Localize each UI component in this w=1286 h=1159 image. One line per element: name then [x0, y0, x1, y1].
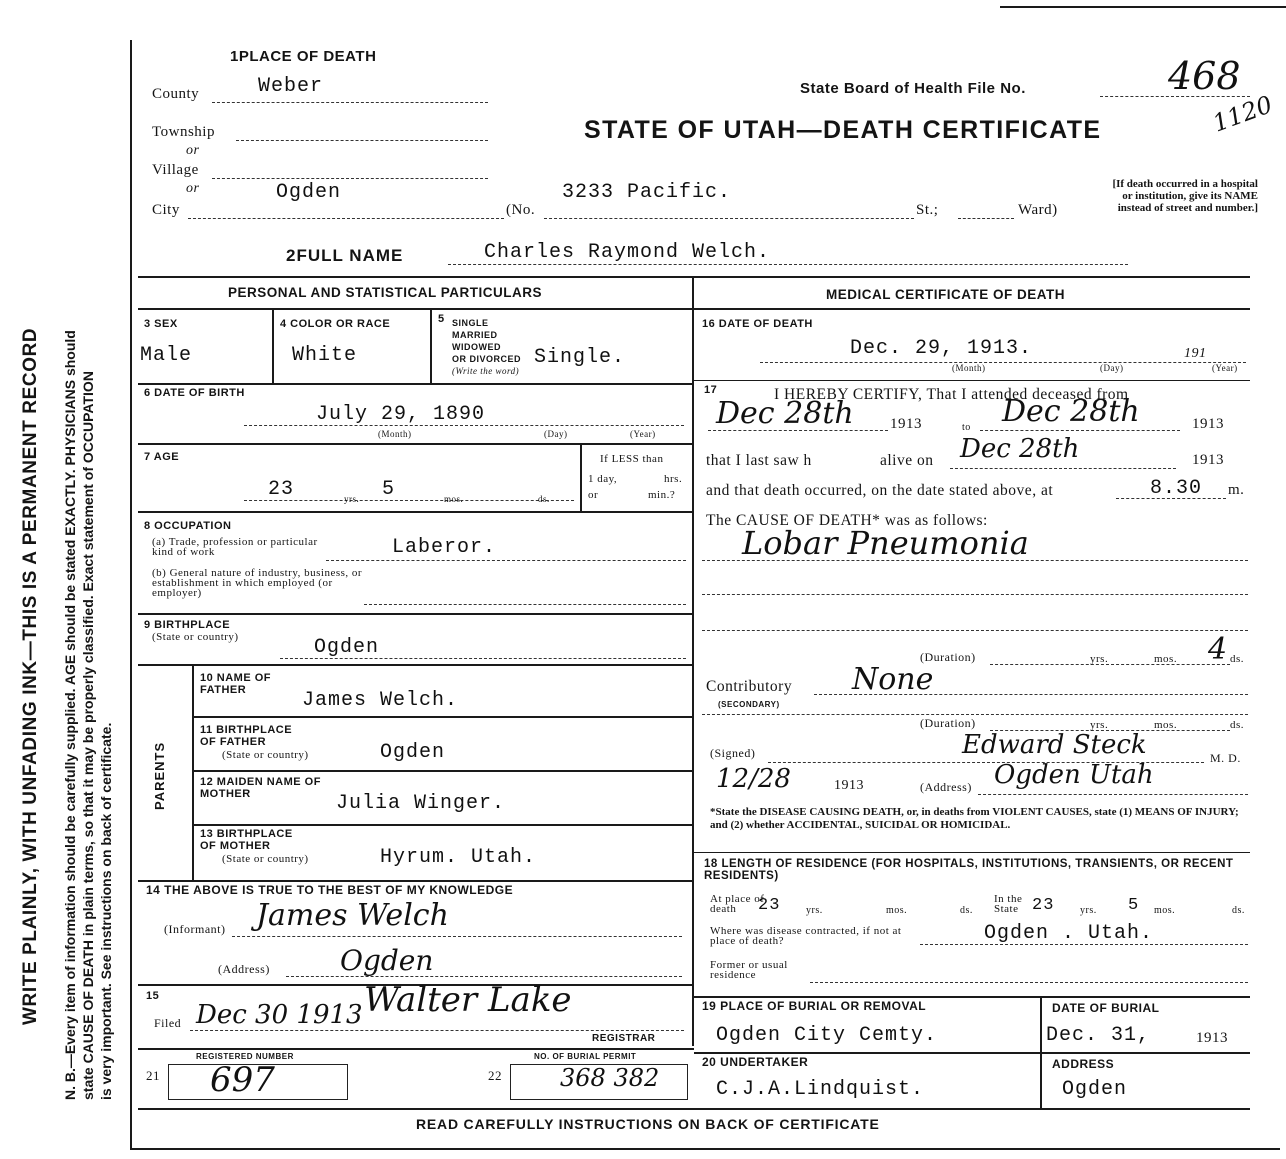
age-yrs-label: yrs.	[344, 494, 360, 504]
duration-mos-label: mos.	[1154, 653, 1178, 665]
duration-label-2: (Duration)	[920, 716, 976, 730]
section-top-rule	[138, 276, 1250, 278]
father-birthplace-value: Ogden	[380, 741, 446, 764]
dob-label: 6 DATE OF BIRTH	[144, 387, 245, 399]
county-value: Weber	[258, 75, 324, 98]
hrs-label: hrs.	[664, 473, 683, 485]
signed-label: (Signed)	[710, 746, 756, 760]
cause-line-1	[702, 560, 1248, 561]
father-birthplace-sub: (State or country)	[222, 749, 309, 761]
place-of-death-label: 1PLACE OF DEATH	[230, 48, 377, 65]
sex-value: Male	[140, 344, 193, 367]
knowledge-label: 14 THE ABOVE IS TRUE TO THE BEST OF MY KNOWLEDGE	[146, 883, 514, 897]
or-label-1: or	[186, 143, 200, 158]
at-place-ds-label: ds.	[960, 905, 973, 916]
city-value: Ogden	[276, 181, 342, 204]
county-line	[212, 102, 488, 103]
duration-yrs-label: yrs.	[1090, 653, 1109, 665]
last-saw-text: that I last saw h	[706, 452, 812, 469]
hospital-note: [If death occurred in a hospital or institution, give its NAME instead of street and number.]	[1112, 178, 1258, 214]
m-label: m.	[1228, 482, 1245, 498]
physician-signature: Edward Steck	[962, 730, 1147, 760]
contributory-value: None	[852, 662, 934, 697]
if-less-than-label: If LESS than	[600, 453, 664, 465]
filed-date: Dec 30 1913	[196, 1000, 363, 1030]
burial-divider	[1040, 996, 1042, 1108]
in-state-yrs-label: yrs.	[1080, 905, 1097, 916]
registrar-signature: Walter Lake	[364, 980, 572, 1020]
duration-yrs-label-2: yrs.	[1090, 719, 1109, 731]
row-rule-2	[138, 443, 694, 445]
personal-header-rule	[138, 308, 694, 310]
file-number-value: 468	[1168, 54, 1241, 98]
full-name-value: Charles Raymond Welch.	[484, 241, 771, 264]
birthplace-value: Ogden	[314, 636, 380, 659]
row-rule-4	[138, 613, 694, 615]
duration-mos-label-2: mos.	[1154, 719, 1178, 731]
full-name-line	[448, 264, 1128, 265]
burial-place-label: 19 PLACE OF BURIAL OR REMOVAL	[702, 999, 927, 1013]
ward-label: Ward)	[1018, 202, 1058, 218]
duration-ds-label: ds.	[1230, 653, 1245, 665]
filed-label: Filed	[154, 1016, 182, 1030]
street-value: 3233 Pacific.	[562, 181, 732, 204]
informant-line	[232, 936, 682, 937]
father-name-value: James Welch.	[302, 689, 459, 712]
undertaker-address-label: ADDRESS	[1052, 1057, 1115, 1071]
medical-section-title: MEDICAL CERTIFICATE OF DEATH	[826, 287, 1065, 302]
marital-widowed: WIDOWED	[452, 342, 501, 352]
father-name-label: 10 NAME OF FATHER	[200, 672, 272, 696]
parent-rule-4	[138, 880, 694, 882]
street-line	[544, 218, 914, 219]
marital-married: MARRIED	[452, 330, 498, 340]
in-state-months: 5	[1128, 896, 1140, 915]
informant-label: (Informant)	[164, 922, 226, 936]
township-line	[236, 140, 488, 141]
date-of-death-line	[760, 362, 1246, 363]
full-name-label: 2FULL NAME	[286, 246, 404, 265]
registered-number-prefix: 21	[146, 1068, 160, 1083]
in-state-ds-label: ds.	[1232, 905, 1245, 916]
last-saw-year: 1913	[1192, 452, 1224, 468]
date-of-death-value: Dec. 29, 1913.	[850, 337, 1033, 360]
informant-address-value: Ogden	[340, 944, 434, 977]
city-label: City	[152, 202, 180, 218]
attended-to-year: 1913	[1192, 416, 1224, 432]
mother-birthplace-value: Hyrum. Utah.	[380, 846, 537, 869]
death-day-label: (Day)	[1100, 363, 1124, 373]
dob-year-label: (Year)	[630, 429, 656, 439]
cause-label: The CAUSE OF DEATH* was as follows:	[706, 512, 988, 529]
registered-number-value: 697	[210, 1060, 275, 1100]
in-state-mos-label: mos.	[1154, 905, 1176, 916]
footnote: *State the DISEASE CAUSING DEATH, or, in deaths from VIOLENT CAUSES, state (1) MEANS OF INJURY; and (2) whether ACCIDENTAL, SUICIDAL OR HOMICIDAL.	[710, 806, 1239, 831]
occupation-a-line	[326, 560, 686, 561]
parent-rule-3	[192, 824, 694, 826]
informant-address-label: (Address)	[218, 962, 270, 976]
ward-line	[958, 218, 1014, 219]
marital-divorced: OR DIVORCED	[452, 354, 522, 364]
parent-rule-2	[192, 770, 694, 772]
burial-rule-top	[694, 996, 1250, 998]
burial-permit-label: NO. OF BURIAL PERMIT	[534, 1052, 637, 1061]
row-rule-7	[138, 1048, 694, 1050]
birthplace-sub: (State or country)	[152, 631, 239, 643]
one-day-label: 1 day,	[588, 473, 618, 485]
occupation-b-line	[364, 604, 686, 605]
alive-on-label: alive on	[880, 452, 934, 469]
cause-line-2	[702, 594, 1248, 595]
father-birthplace-label: 11 BIRTHPLACE OF FATHER	[200, 724, 293, 748]
dob-day-label: (Day)	[544, 429, 568, 439]
contributory-label: Contributory	[706, 678, 793, 695]
occupation-label: 8 OCCUPATION	[144, 520, 232, 532]
former-residence-label: Former or usual residence	[710, 959, 788, 981]
city-line	[188, 218, 504, 219]
mother-name-value: Julia Winger.	[336, 792, 506, 815]
age-divider	[580, 445, 582, 511]
burial-permit-value: 368 382	[560, 1064, 660, 1092]
row-rule-5	[138, 664, 694, 666]
min-label: min.?	[648, 489, 676, 501]
row-rule-3	[138, 511, 694, 513]
attended-from-year: 1913	[890, 416, 922, 432]
instruction-note-line-2: state CAUSE OF DEATH in plain terms, so that it may be properly classified. Exact statement of OCCUPATION	[80, 371, 96, 1100]
at-place-label: At place of death	[710, 893, 765, 915]
to-label: to	[962, 422, 971, 433]
med-rule-1	[694, 380, 1250, 381]
marital-num: 5	[438, 313, 445, 325]
instruction-note-line-3: is very important. See instructions on back of certificate.	[98, 722, 114, 1100]
undertaker-address-value: Ogden	[1062, 1078, 1128, 1101]
residence-label: 18 LENGTH OF RESIDENCE (FOR HOSPITALS, INSTITUTIONS, TRANSIENTS, OR RECENT RESIDENTS)	[704, 858, 1234, 882]
file-annotation: 1120	[1209, 90, 1277, 138]
cause-line-3	[702, 630, 1248, 631]
last-saw-line	[950, 468, 1176, 469]
sign-address-value: Ogden Utah	[994, 760, 1154, 790]
file-number-label: State Board of Health File No.	[800, 80, 1026, 97]
village-line	[212, 178, 488, 179]
or-label-2: or	[186, 181, 200, 196]
at-place-mos-label: mos.	[886, 905, 908, 916]
sign-date: 12/28	[716, 764, 791, 794]
row-rule-1	[138, 383, 694, 385]
undertaker-value: C.J.A.Lindquist.	[716, 1078, 925, 1101]
medical-header-rule	[694, 308, 1250, 310]
burial-year: 1913	[1196, 1030, 1228, 1046]
contracted-value: Ogden . Utah.	[984, 922, 1154, 945]
marital-value: Single.	[534, 346, 626, 369]
mother-name-label: 12 MAIDEN NAME OF MOTHER	[200, 776, 321, 800]
death-month-label: (Month)	[952, 363, 986, 373]
informant-signature: James Welch	[256, 898, 449, 933]
parents-label: PARENTS	[152, 741, 167, 810]
dob-value: July 29, 1890	[316, 403, 486, 426]
street-label: St.;	[916, 202, 939, 218]
undertaker-label: 20 UNDERTAKER	[702, 1055, 809, 1069]
md-label: M. D.	[1210, 751, 1241, 765]
last-saw-value: Dec 28th	[960, 434, 1080, 464]
attended-from: Dec 28th	[716, 396, 854, 431]
occupation-a-label: (a) Trade, profession or particular kind of work	[152, 536, 318, 558]
contributory-line-2	[702, 714, 1248, 715]
burial-rule-mid	[694, 1052, 1250, 1054]
age-years: 23	[268, 478, 295, 501]
sex-divider	[272, 310, 274, 383]
at-place-yrs-label: yrs.	[806, 905, 823, 916]
top-rule	[1000, 6, 1286, 8]
filed-num: 15	[146, 990, 160, 1002]
at-place-years: 23	[758, 896, 781, 915]
age-ds-label: ds.	[538, 494, 550, 504]
instruction-note-line-1: N. B.—Every item of information should be carefully supplied. AGE should be stated EXACTLY. PHYSICIANS should	[62, 330, 78, 1100]
attended-to: Dec 28th	[1002, 394, 1140, 429]
in-state-years: 23	[1032, 896, 1055, 915]
death-year-printed: 191	[1184, 346, 1207, 361]
med-rule-2	[694, 852, 1250, 853]
duration-line	[990, 664, 1230, 665]
age-mos-label: mos.	[444, 494, 464, 504]
sign-address-line	[978, 794, 1248, 795]
occupation-value: Laberor.	[392, 536, 497, 559]
mother-birthplace-sub: (State or country)	[222, 853, 309, 865]
personal-section-title: PERSONAL AND STATISTICAL PARTICULARS	[228, 285, 543, 300]
township-label: Township	[152, 124, 215, 140]
county-label: County	[152, 86, 200, 102]
former-residence-line	[810, 982, 1248, 983]
bottom-rule	[138, 1108, 1250, 1110]
center-divider	[692, 276, 694, 1046]
street-number-label: (No.	[506, 202, 536, 218]
attended-to-line	[980, 430, 1180, 431]
duration-ds-label-2: ds.	[1230, 719, 1245, 731]
date-of-death-label: 16 DATE OF DEATH	[702, 318, 813, 330]
secondary-label: (SECONDARY)	[718, 700, 780, 709]
parent-rule-1	[192, 716, 694, 718]
burial-place-value: Ogden City Cemty.	[716, 1024, 938, 1047]
page-bottom-rule	[130, 1148, 1280, 1150]
permanent-record-notice: WRITE PLAINLY, WITH UNFADING INK—THIS IS A PERMANENT RECORD	[20, 327, 41, 1025]
village-label: Village	[152, 162, 199, 178]
left-border	[130, 40, 132, 1150]
occupation-b-label: (b) General nature of industry, business, or establishment in which employed (or employer)	[152, 567, 363, 599]
dob-month-label: (Month)	[378, 429, 412, 439]
time-value: 8.30	[1150, 477, 1203, 500]
burial-date-value: Dec. 31,	[1046, 1024, 1151, 1047]
occurred-text: and that death occurred, on the date stated above, at	[706, 482, 1054, 499]
death-year-label: (Year)	[1212, 363, 1238, 373]
certify-text: I HEREBY CERTIFY, That I attended deceased from	[774, 386, 1129, 403]
contracted-label: Where was disease contracted, if not at place of death?	[710, 925, 902, 947]
instructions-footer: READ CAREFULLY INSTRUCTIONS ON BACK OF CERTIFICATE	[416, 1116, 880, 1132]
race-divider	[430, 310, 432, 383]
sign-address-label: (Address)	[920, 780, 972, 794]
color-value: White	[292, 344, 358, 367]
marital-note: (Write the word)	[452, 366, 520, 376]
parents-divider	[192, 665, 194, 880]
sex-label: 3 SEX	[144, 318, 178, 330]
age-months: 5	[382, 478, 396, 501]
registered-number-label: REGISTERED NUMBER	[196, 1052, 294, 1061]
cause-value: Lobar Pneumonia	[742, 524, 1029, 562]
mother-birthplace-label: 13 BIRTHPLACE OF MOTHER	[200, 828, 293, 852]
duration-days: 4	[1208, 632, 1228, 667]
registrar-label: REGISTRAR	[592, 1033, 656, 1044]
sign-year: 1913	[834, 778, 864, 793]
certificate-title: STATE OF UTAH—DEATH CERTIFICATE	[584, 116, 1102, 144]
duration-label: (Duration)	[920, 650, 976, 664]
age-label: 7 AGE	[144, 451, 180, 463]
marital-single: SINGLE	[452, 318, 489, 328]
or-label: or	[588, 489, 599, 501]
burial-permit-prefix: 22	[488, 1068, 502, 1083]
birthplace-label: 9 BIRTHPLACE	[144, 619, 231, 631]
color-label: 4 COLOR OR RACE	[280, 318, 391, 330]
burial-date-label: DATE OF BURIAL	[1052, 1001, 1160, 1015]
in-state-label: In the State	[994, 893, 1023, 915]
filed-line	[190, 1030, 684, 1031]
certify-num: 17	[704, 384, 718, 396]
